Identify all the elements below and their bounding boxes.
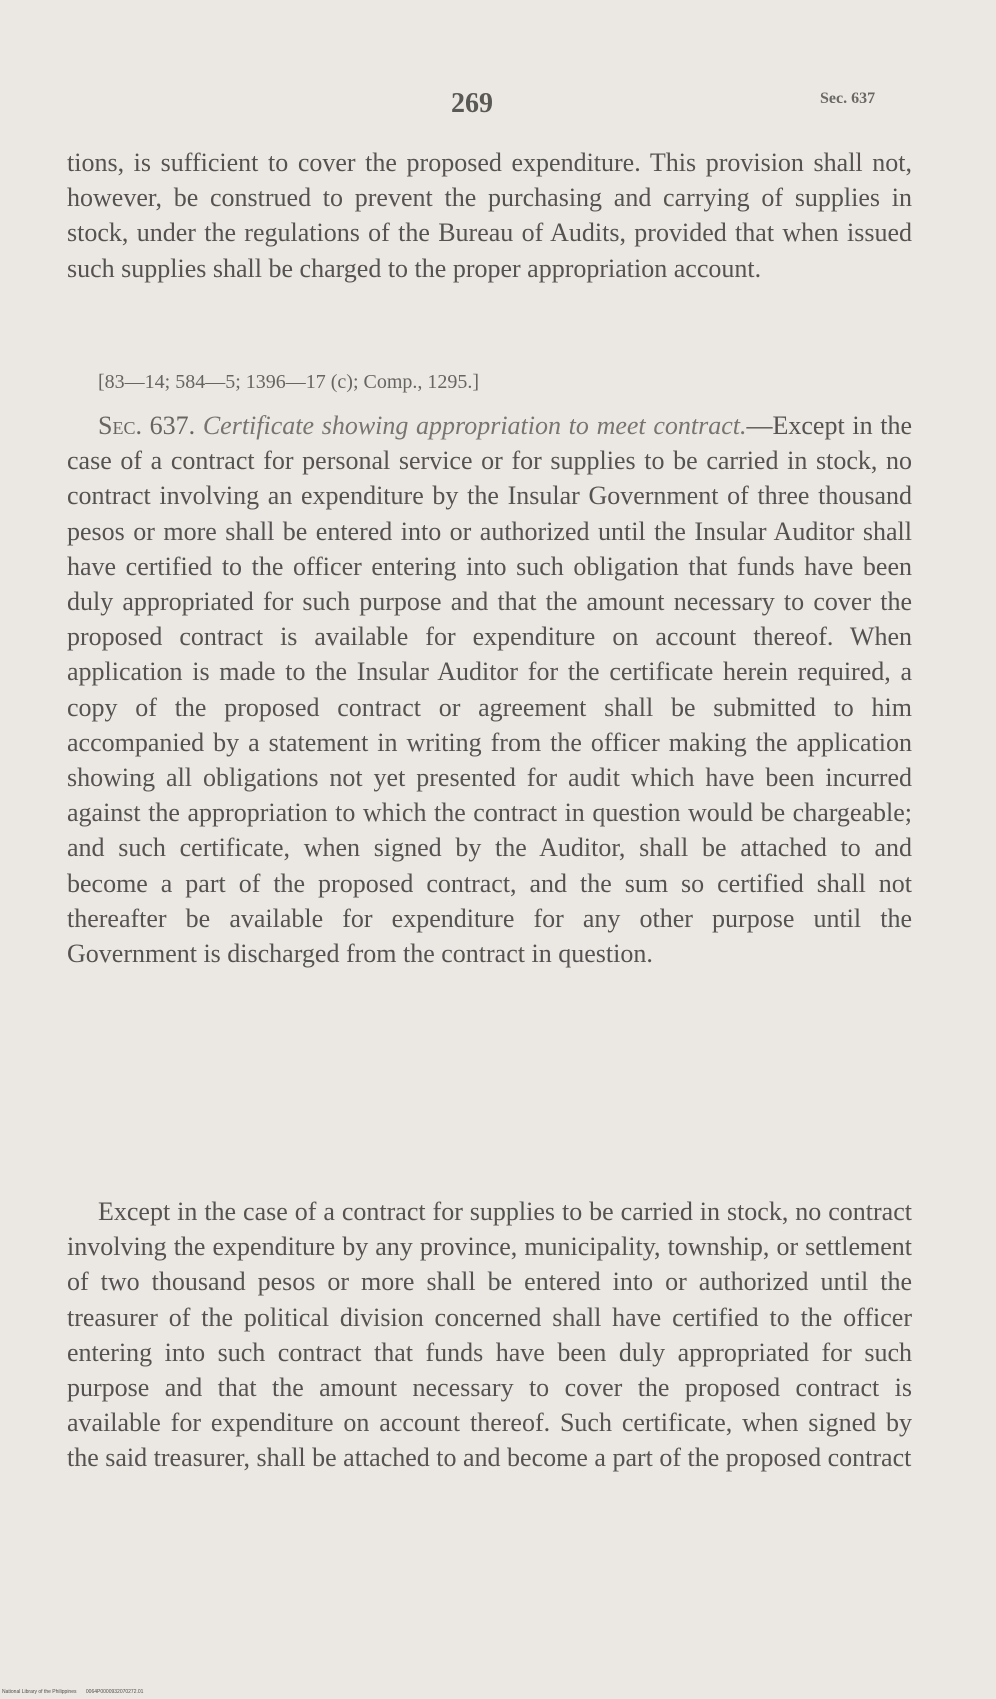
section-label: Sec. 637. <box>98 411 196 440</box>
page-number: 269 <box>451 88 493 119</box>
scan-footer <box>2 1689 143 1695</box>
page-header <box>0 88 996 128</box>
section-reference: Sec. 637 <box>820 90 876 107</box>
section-637 <box>67 408 912 971</box>
section-body: —Except in the case of a contract for personal service or for supplies to be carried in stock, no contract involving an expenditure by the Insular Government of three thousand pesos or more shall be entered into or authorized until the Insular Auditor shall have certified to the officer entering into such obligation that funds have been duly appropriated for such purpose and that the amount necessary to cover the proposed contract is available for expenditure on account thereof. When application is made to the Insular Auditor for the certificate herein required, a copy of the proposed contract or agreement shall be submitted to him accompanied by a statement in writing from the officer making the application showing all obligations not yet presented for audit which have been incurred against the appropriation to which the contract in question would be chargeable; and such certificate, when signed by the Auditor, shall be attached to and become a part of the proposed contract, and the sum so certified shall not thereafter be available for expenditure for any other purpose until the Government is discharged from the contract in question. <box>67 411 913 969</box>
paragraph-continuation: tions, is sufficient to cover the proposed expenditure. This provision shall not, however, be construed to prevent the purchasing and carrying of supplies in stock, under the regulations of the Bureau of Audits, provided that when issued such supplies shall be charged to the proper appropriation account. <box>67 148 912 283</box>
library-name: National Library of the Philippines <box>2 1689 77 1695</box>
scan-code: 0064P0000932070272.01 <box>85 1689 144 1695</box>
section-title: Certificate showing appropriation to meet contract. <box>202 411 747 440</box>
citation: [83—14; 584—5; 1396—17 (c); Comp., 1295.] <box>98 371 480 393</box>
paragraph-provincial-contracts: Except in the case of a contract for supplies to be carried in stock, no contract involving the expenditure by any province, municipality, township, or settlement of two thousand pesos or more shall be entered into or authorized until the treasurer of the political division concerned shall have certified to the officer entering into such contract that funds have been duly appropriated for such purpose and that the amount necessary to cover the proposed contract is available for expenditure on account thereof. Such certificate, when signed by the said treasurer, shall be attached to and become a part of the proposed contract <box>67 1197 912 1473</box>
